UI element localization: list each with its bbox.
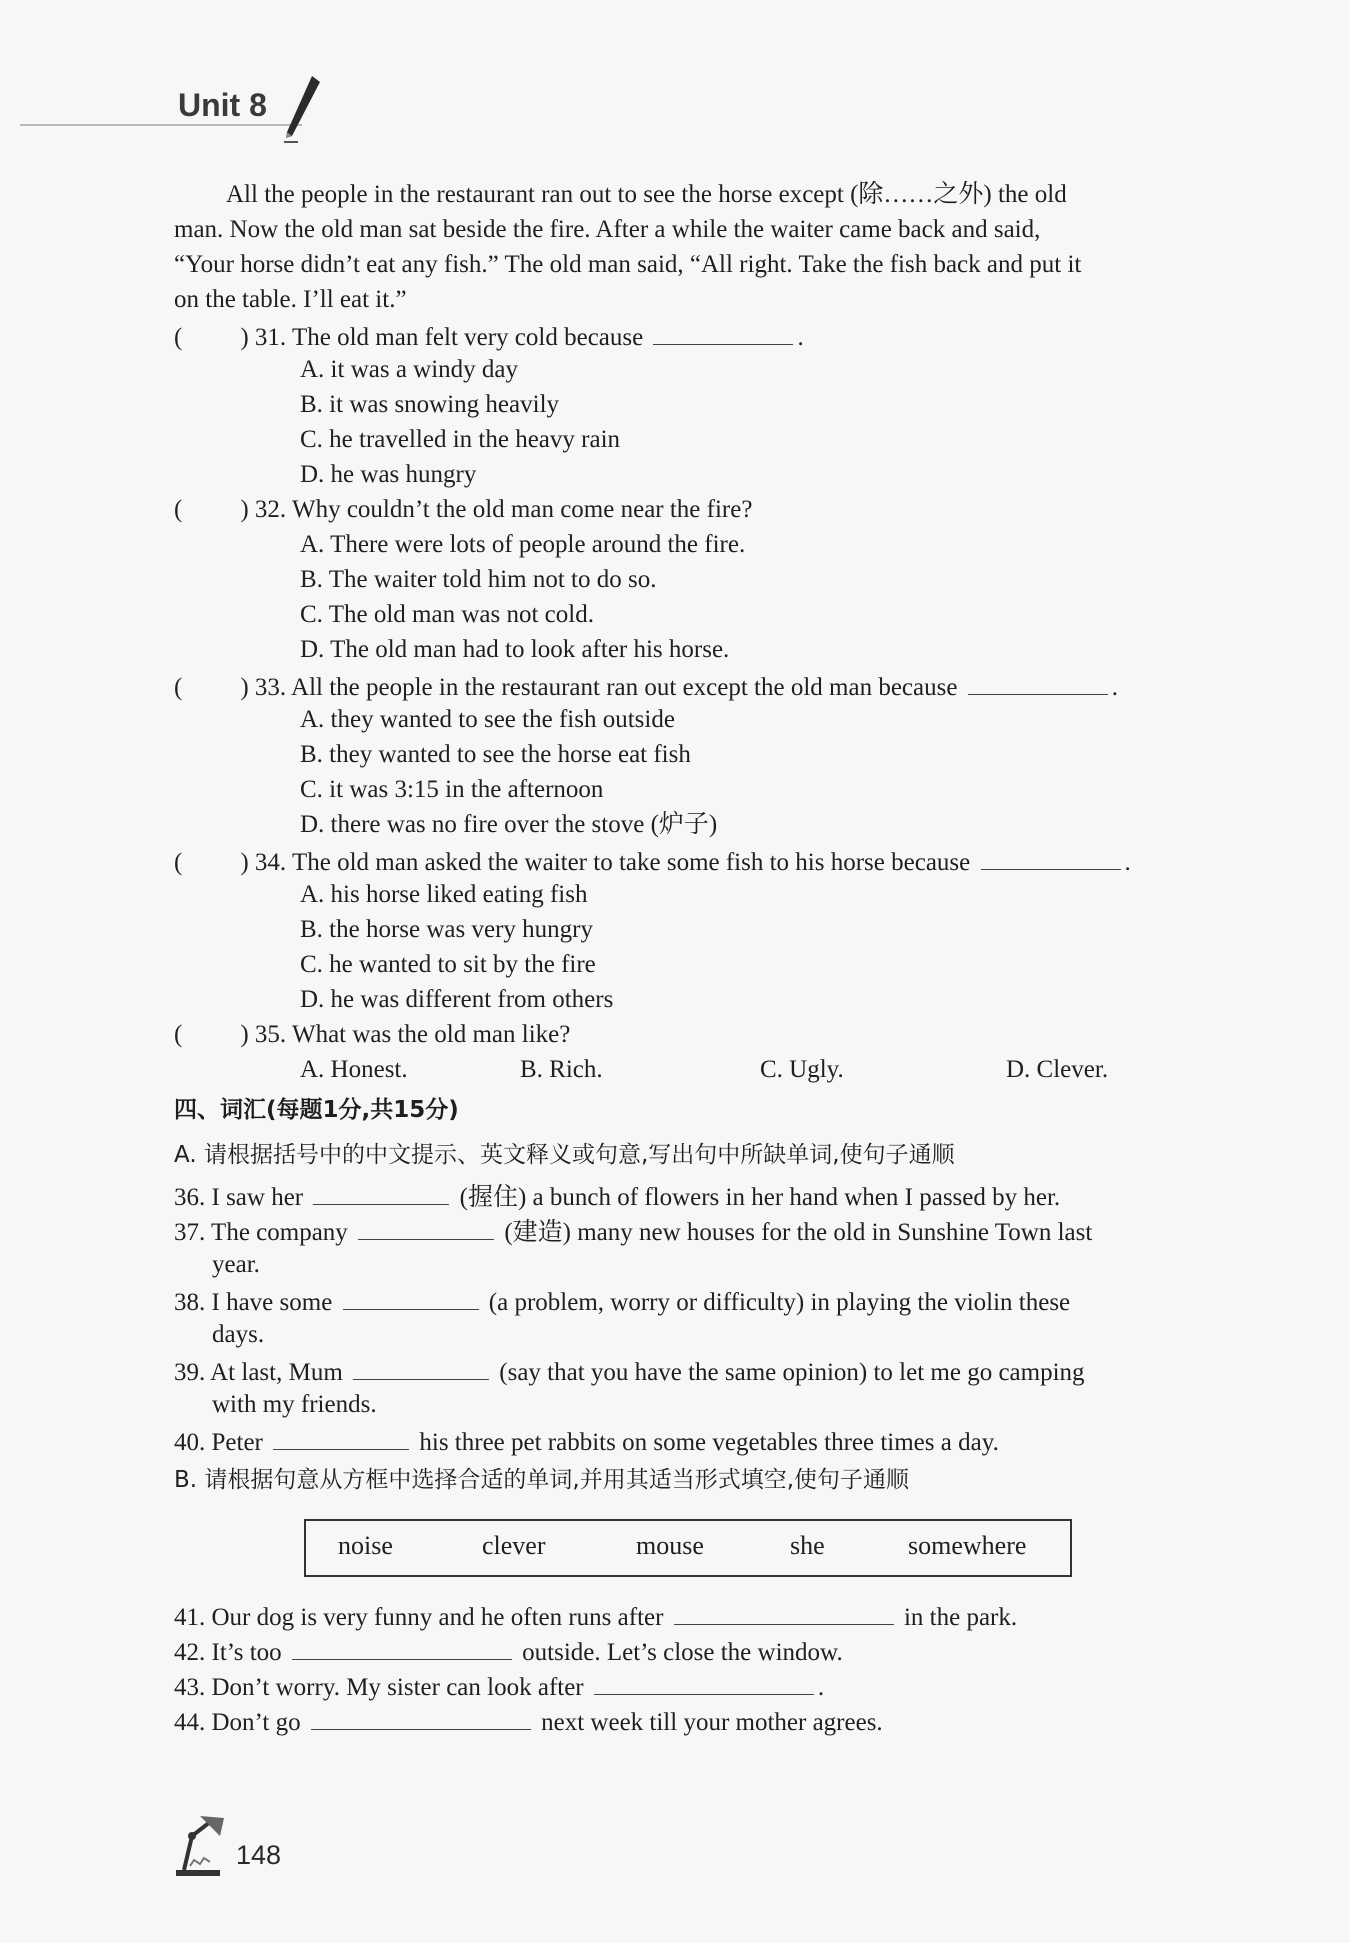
word-box	[304, 1519, 1072, 1577]
vocab-item-44: 44. Don’t go next week till your mother agrees.	[174, 1705, 883, 1738]
vocab-item-38: 38. I have some (a problem, worry or difficulty) in playing the violin these	[174, 1285, 1070, 1318]
question-number: 33.	[254, 674, 287, 701]
passage-line-4: on the table. I’ll eat it.”	[174, 286, 407, 313]
question-text: The old man asked the waiter to take some fish to his horse because	[291, 849, 971, 876]
question-number: 35.	[254, 1021, 287, 1048]
question-text: All the people in the restaurant ran out except the old man because	[291, 674, 958, 701]
word-option: noise	[338, 1531, 393, 1560]
vocab-item-42: 42. It’s too outside. Let’s close the window.	[174, 1635, 843, 1668]
option-d: D. Clever.	[1006, 1056, 1109, 1083]
option-d: D. he was hungry	[300, 461, 477, 488]
part-a-instructions: A. 请根据括号中的中文提示、英文释义或句意,写出句中所缺单词,使句子通顺	[174, 1142, 955, 1168]
option-b: B. they wanted to see the horse eat fish	[300, 741, 691, 768]
option-a: A. Honest.	[300, 1056, 408, 1083]
answer-blank[interactable]	[343, 1285, 479, 1310]
question-number: 31.	[254, 324, 287, 351]
word-option: she	[790, 1531, 825, 1560]
option-a: A. his horse liked eating fish	[300, 881, 588, 908]
option-c: C. he wanted to sit by the fire	[300, 951, 596, 978]
section-title: 四、词汇(每题1分,共15分)	[174, 1097, 459, 1123]
passage-line-1: All the people in the restaurant ran out to see the horse except (除……之外) the old	[226, 181, 1067, 208]
page-header	[20, 70, 320, 130]
option-b: B. The waiter told him not to do so.	[300, 566, 657, 593]
answer-blank[interactable]	[311, 1705, 531, 1730]
option-b: B. the horse was very hungry	[300, 916, 593, 943]
question-33: ( ) 33. All the people in the restaurant ran out except the old man because .	[174, 670, 1118, 703]
option-d: D. he was different from others	[300, 986, 614, 1013]
vocab-item-43: 43. Don’t worry. My sister can look after .	[174, 1670, 824, 1703]
vocab-item-39: 39. At last, Mum (say that you have the same opinion) to let me go camping	[174, 1355, 1085, 1388]
answer-blank[interactable]	[653, 320, 793, 345]
passage-line-2: man. Now the old man sat beside the fire. After a while the waiter came back and said,	[174, 216, 1041, 243]
word-option: clever	[482, 1531, 546, 1560]
question-text: What was the old man like?	[291, 1021, 571, 1048]
vocab-item-37: 37. The company (建造) many new houses for the old in Sunshine Town last	[174, 1215, 1092, 1248]
option-c: C. it was 3:15 in the afternoon	[300, 776, 604, 803]
option-a: A. they wanted to see the fish outside	[300, 706, 675, 733]
question-35: ( ) 35. What was the old man like?	[174, 1021, 571, 1048]
question-31: ( ) 31. The old man felt very cold because .	[174, 320, 804, 353]
answer-blank[interactable]	[594, 1670, 814, 1695]
question-32: ( ) 32. Why couldn’t the old man come near the fire?	[174, 496, 753, 523]
word-option: mouse	[636, 1531, 704, 1560]
passage-line-3: “Your horse didn’t eat any fish.” The old man said, “All right. Take the fish back and put it	[174, 251, 1082, 278]
answer-blank[interactable]	[358, 1215, 494, 1240]
page-number: 148	[236, 1840, 282, 1870]
answer-blank[interactable]	[968, 670, 1108, 695]
vocab-item-36: 36. I saw her (握住) a bunch of flowers in her hand when I passed by her.	[174, 1180, 1060, 1213]
question-text: The old man felt very cold because	[291, 324, 644, 351]
part-b-instructions: B. 请根据句意从方框中选择合适的单词,并用其适当形式填空,使句子通顺	[174, 1467, 910, 1493]
vocab-item-38-cont: days.	[212, 1321, 265, 1348]
pen-icon	[278, 74, 324, 146]
word-option: somewhere	[908, 1531, 1027, 1560]
option-a: A. it was a windy day	[300, 356, 519, 383]
question-34: ( ) 34. The old man asked the waiter to take some fish to his horse because .	[174, 845, 1131, 878]
option-c: C. he travelled in the heavy rain	[300, 426, 621, 453]
vocab-item-37-cont: year.	[212, 1251, 260, 1278]
header-rule	[20, 124, 302, 126]
option-c: C. The old man was not cold.	[300, 601, 594, 628]
option-d: D. The old man had to look after his horse.	[300, 636, 730, 663]
option-a: A. There were lots of people around the fire.	[300, 531, 746, 558]
option-b: B. it was snowing heavily	[300, 391, 560, 418]
option-b: B. Rich.	[520, 1056, 603, 1083]
option-d: D. there was no fire over the stove (炉子)	[300, 811, 718, 838]
vocab-item-41: 41. Our dog is very funny and he often runs after in the park.	[174, 1600, 1017, 1633]
answer-blank[interactable]	[981, 845, 1121, 870]
question-text: Why couldn’t the old man come near the fire?	[291, 496, 753, 523]
vocab-item-40: 40. Peter his three pet rabbits on some vegetables three times a day.	[174, 1425, 999, 1458]
answer-blank[interactable]	[313, 1180, 449, 1205]
answer-blank[interactable]	[353, 1355, 489, 1380]
answer-blank[interactable]	[292, 1635, 512, 1660]
question-number: 32.	[254, 496, 287, 523]
unit-title: Unit 8	[178, 87, 267, 123]
vocab-item-39-cont: with my friends.	[212, 1391, 377, 1418]
question-number: 34.	[254, 849, 287, 876]
answer-blank[interactable]	[273, 1425, 409, 1450]
answer-paren-open: (	[174, 324, 183, 351]
answer-blank[interactable]	[674, 1600, 894, 1625]
option-c: C. Ugly.	[760, 1056, 844, 1083]
desk-lamp-icon	[170, 1810, 232, 1880]
